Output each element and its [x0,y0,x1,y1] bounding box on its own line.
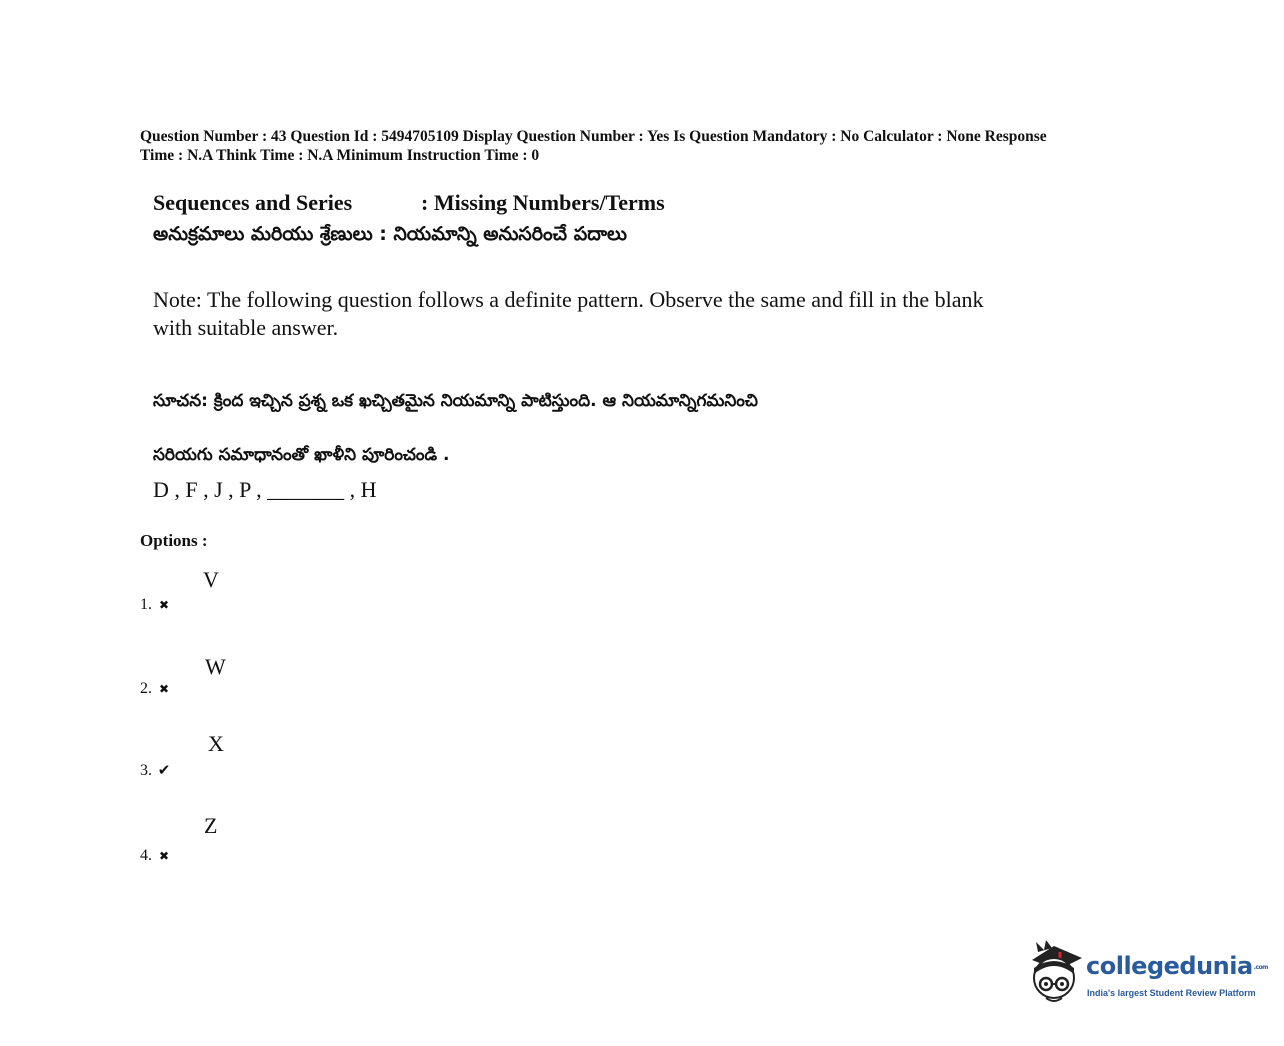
note-en: Note: The following question follows a definite pattern. Observe the same and fill in the blank with suitable answer. [153,287,984,340]
note-te-line-1: సూచన: క్రింద ఇచ్చిన ప్రశ్న ఒక ఖచ్చితమైన నియమాన్ని పాటిస్తుంది. ఆ నియమాన్నిగమనించి [153,391,758,411]
option-4-number: 4. ✖ [140,847,172,865]
option-3-number: 3. ✔ [140,761,171,779]
question-sequence: D , F , J , P , _______ , H [153,477,377,502]
topic-heading [153,188,665,248]
cross-icon: ✖ [158,682,170,696]
option-2-number: 2. ✖ [140,680,172,698]
topic-title-te: అనుక్రమాలు మరియు శ్రేణులు : నియమాన్ని అనుసరించే పదాలు [153,223,628,245]
metadata-line-1: Question Number : 43 Question Id : 5494705109 Display Question Number : Yes Is Question Mandatory : No Calculator : None Response [140,128,1047,145]
options-label: Options : [140,531,208,550]
topic-subtitle-en: : Missing Numbers/Terms [421,190,665,215]
collegedunia-logo [1024,938,1268,1010]
option-1-number: 1. ✖ [140,596,172,614]
brand-tagline: India's largest Student Review Platform [1087,988,1256,998]
topic-title-en: Sequences and Series [153,190,353,215]
mascot-icon [1024,938,1086,1010]
check-icon: ✔ [157,761,171,779]
cross-icon: ✖ [158,598,170,612]
option-4-value: Z [204,813,218,838]
cross-icon: ✖ [158,849,170,863]
note-te [153,374,1013,482]
metadata-line-2: Time : N.A Think Time : N.A Minimum Instruction Time : 0 [140,147,540,164]
option-2-value: W [205,654,226,679]
option-3-value: X [208,731,224,756]
question-metadata [140,127,1170,165]
note-te-line-2: సరియగు సమాధానంతో ఖాళీని పూరించండి . [153,445,450,465]
brand-name: collegedunia.com [1086,952,1268,980]
option-1-value: V [203,567,219,592]
